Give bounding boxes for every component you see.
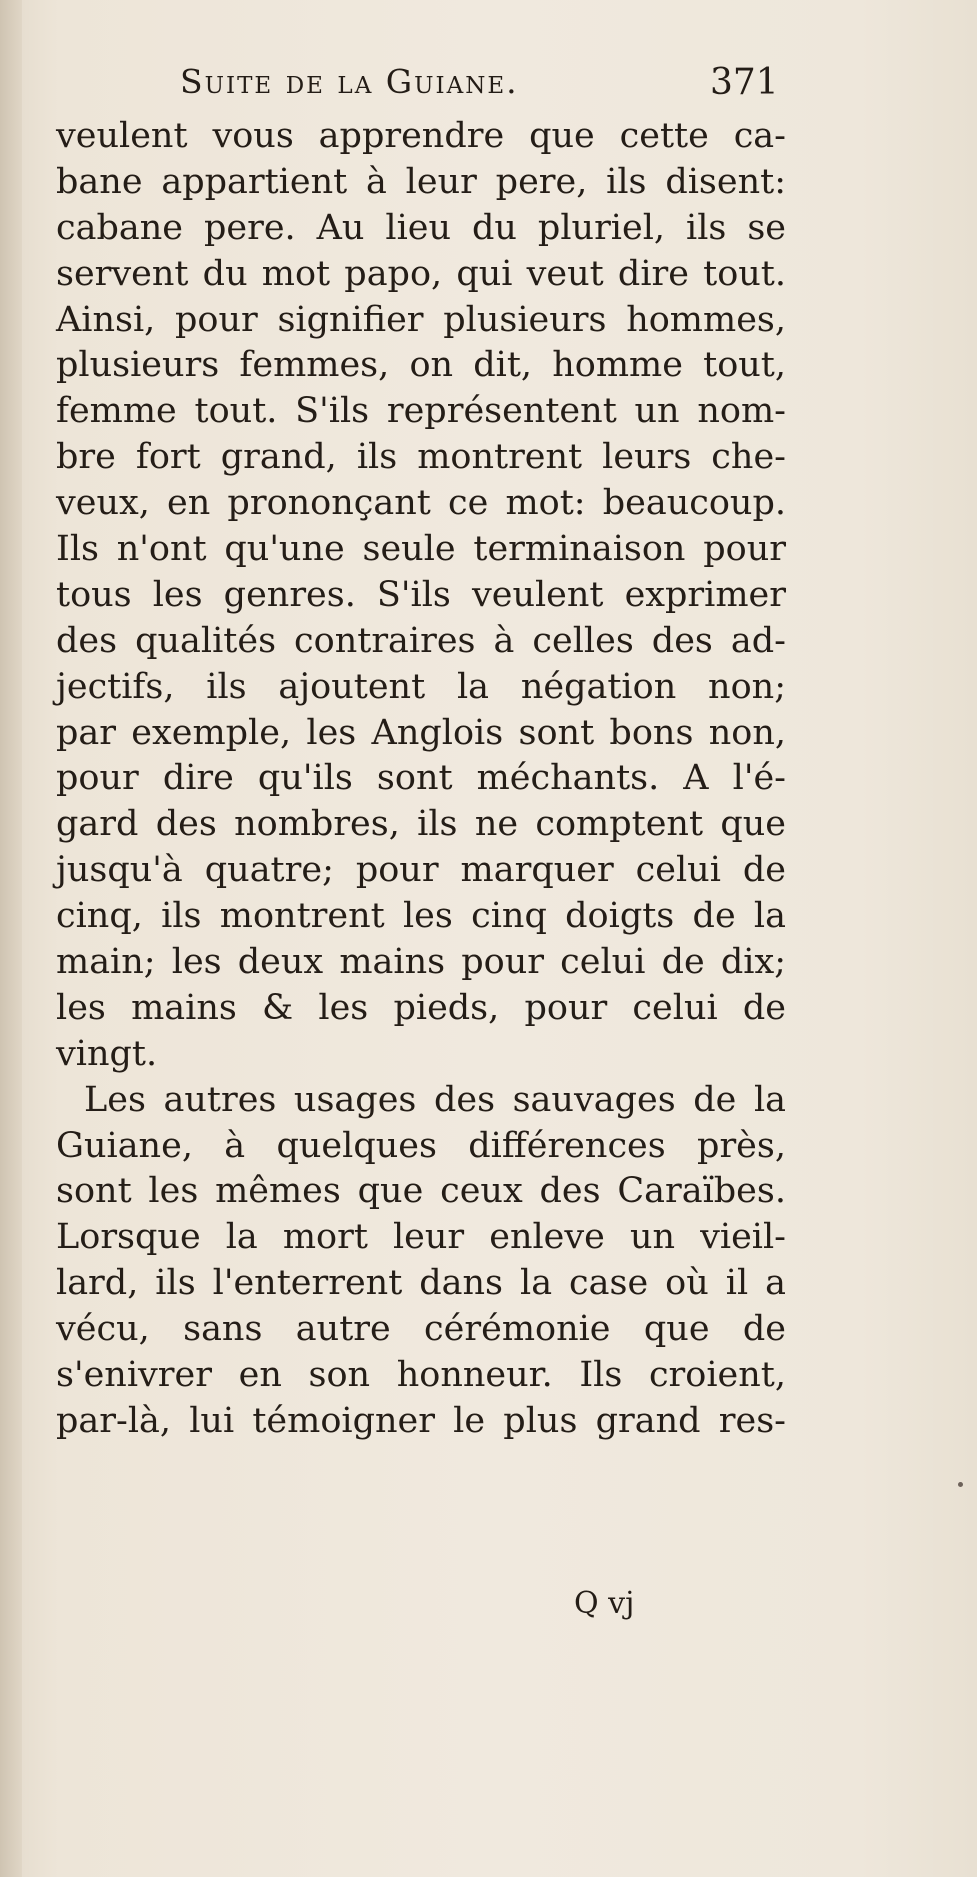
text-line: tous les genres. S'ils veulent exprimer bbox=[56, 574, 786, 615]
running-title: Suite de la Guiane. bbox=[180, 62, 519, 101]
text-line: Lorsque la mort leur enleve un vieil- bbox=[56, 1217, 786, 1258]
text-line: sont les mêmes que ceux des Caraïbes. bbox=[56, 1171, 786, 1212]
text-line: lard, ils l'enterrent dans la case où il a bbox=[56, 1263, 786, 1304]
text-line: des qualités contraires à celles des ad- bbox=[56, 620, 786, 661]
text-line: Les autres usages des sauvages de la bbox=[84, 1079, 786, 1120]
body-text bbox=[56, 114, 786, 1584]
signature-mark: Q vj bbox=[574, 1586, 635, 1621]
text-line: bre fort grand, ils montrent leurs che- bbox=[56, 437, 786, 478]
text-line: les mains & les pieds, pour celui de bbox=[56, 987, 786, 1028]
page-number: 371 bbox=[710, 62, 779, 103]
text-line: servent du mot papo, qui veut dire tout. bbox=[56, 253, 786, 294]
text-line: plusieurs femmes, on dit, homme tout, bbox=[56, 345, 786, 386]
text-line: main; les deux mains pour celui de dix; bbox=[56, 942, 786, 983]
text-line: veulent vous apprendre que cette ca- bbox=[56, 116, 786, 156]
page-gutter bbox=[0, 0, 22, 1877]
text-line: gard des nombres, ils ne comptent que bbox=[56, 804, 786, 845]
text-line: Guiane, à quelques différences près, bbox=[56, 1125, 786, 1166]
text-line: jusqu'à quatre; pour marquer celui de bbox=[56, 850, 786, 891]
text-line: jectifs, ils ajoutent la négation non; bbox=[56, 666, 786, 707]
text-line: vécu, sans autre cérémonie que de bbox=[56, 1309, 786, 1350]
text-line: par exemple, les Anglois sont bons non, bbox=[56, 712, 786, 753]
ink-speck bbox=[958, 1482, 963, 1487]
text-line: vingt. bbox=[56, 1033, 158, 1074]
text-line: s'enivrer en son honneur. Ils croient, bbox=[56, 1355, 786, 1396]
text-line: Ils n'ont qu'une seule terminaison pour bbox=[56, 529, 786, 570]
text-line: cabane pere. Au lieu du pluriel, ils se bbox=[56, 207, 786, 248]
text-line: Ainsi, pour signifier plusieurs hommes, bbox=[56, 299, 786, 340]
text-line: veux, en prononçant ce mot: beaucoup. bbox=[56, 483, 786, 524]
text-line: bane appartient à leur pere, ils disent: bbox=[56, 161, 786, 202]
text-line: pour dire qu'ils sont méchants. A l'é- bbox=[56, 758, 786, 799]
text-line: cinq, ils montrent les cinq doigts de la bbox=[56, 896, 786, 937]
text-line: par-là, lui témoigner le plus grand res- bbox=[56, 1400, 786, 1441]
page-header bbox=[180, 52, 810, 112]
text-line: femme tout. S'ils représentent un nom- bbox=[56, 391, 786, 432]
